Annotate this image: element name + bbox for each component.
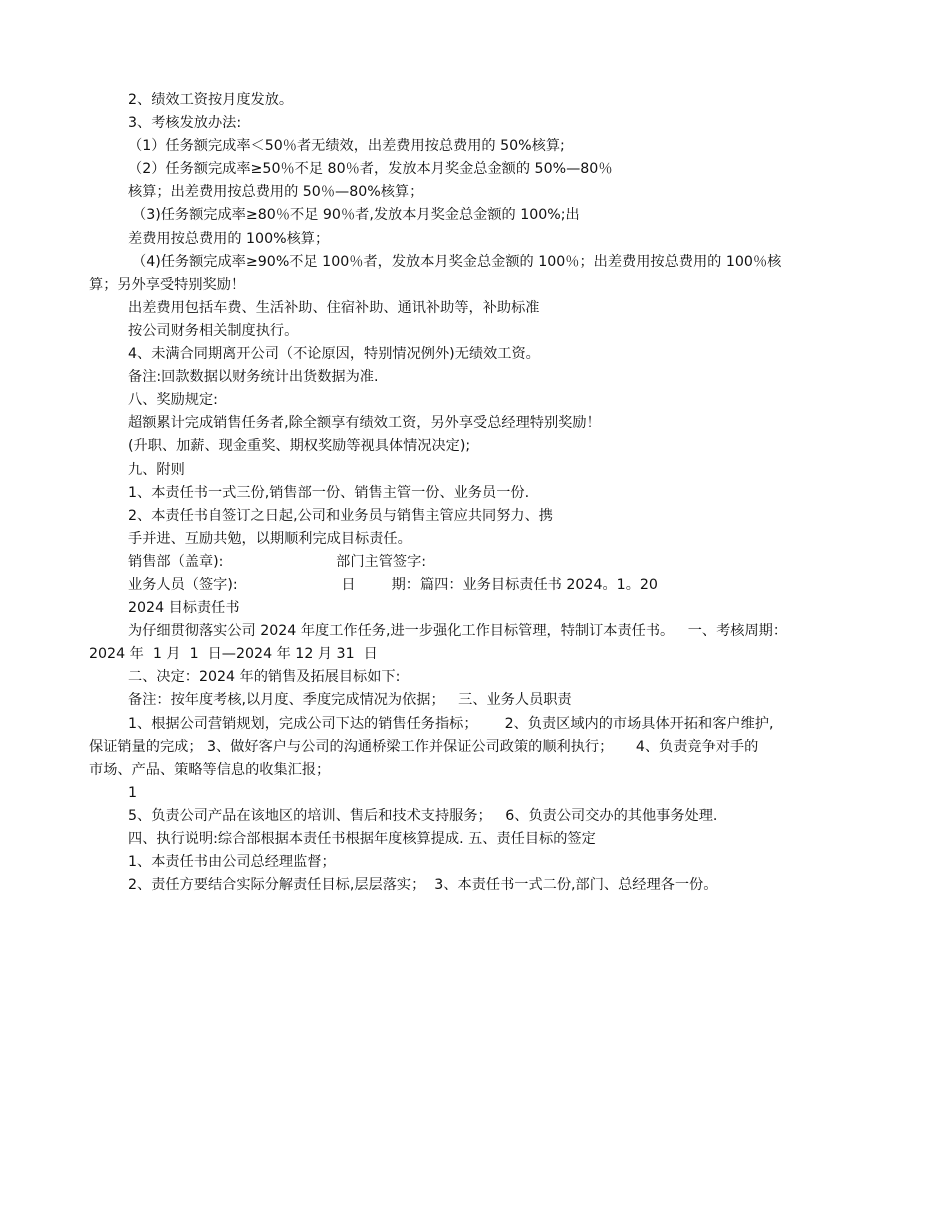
text-line: 保证销量的完成； 3、做好客户与公司的沟通桥梁工作并保证公司政策的顺利执行； 4、负责竞争对手的 <box>89 738 759 755</box>
text-line: 1 <box>128 784 138 801</box>
text-line: (升职、加薪、现金重奖、期权奖励等视具体情况决定); <box>128 438 471 455</box>
text-line: （4)任务额完成率≥90%不足 100％者，发放本月奖金总金额的 100％；出差费用按总费用的 100％核 <box>132 253 782 270</box>
text-line: 为仔细贯彻落实公司 2024 年度工作任务,进一步强化工作目标管理，特制订本责任书。 一、考核周期： <box>128 623 788 640</box>
text-line: 5、负责公司产品在该地区的培训、售后和技术支持服务； 6、负责公司交办的其他事务处理. <box>128 807 718 824</box>
text-line: 业务人员（签字): 日 期：篇四：业务目标责任书 2024。1。20 <box>128 576 658 593</box>
text-line: 备注：按年度考核,以月度、季度完成情况为依据； 三、业务人员职责 <box>128 692 572 709</box>
text-line: 1、根据公司营销规划，完成公司下达的销售任务指标； 2、负责区域内的市场具体开拓和客户维护, <box>128 715 774 732</box>
text-line: （3)任务额完成率≥80％不足 90％者,发放本月奖金总金额的 100%;出 <box>132 207 580 224</box>
text-line: 1、本责任书一式三份,销售部一份、销售主管一份、业务员一份. <box>128 484 530 501</box>
text-line: 3、考核发放办法: <box>128 115 242 132</box>
text-line: 差费用按总费用的 100%核算； <box>128 230 330 247</box>
text-line: 4、未满合同期离开公司（不论原因，特别情况例外)无绩效工资。 <box>128 346 540 363</box>
document-body <box>89 89 861 897</box>
text-line: 核算；出差费用按总费用的 50％—80%核算； <box>128 184 424 201</box>
text-line: 四、执行说明:综合部根据本责任书根据年度核算提成. 五、责任目标的签定 <box>128 831 596 847</box>
text-line: 二、决定：2024 年的销售及拓展目标如下: <box>128 669 401 686</box>
text-line: 2、责任方要结合实际分解责任目标,层层落实； 3、本责任书一式二份,部门、总经理各一份。 <box>128 877 718 894</box>
text-line: 超额累计完成销售任务者,除全额享有绩效工资，另外享受总经理特别奖励！ <box>128 415 601 432</box>
text-line: 算；另外享受特别奖励！ <box>89 276 246 293</box>
text-line: 销售部（盖章): 部门主管签字: <box>128 553 427 570</box>
text-line: 2、绩效工资按月度发放。 <box>128 92 294 108</box>
text-line: 2、本责任书自签订之日起,公司和业务员与销售主管应共同努力、携 <box>128 507 553 524</box>
text-line: （1）任务额完成率＜50％者无绩效，出差费用按总费用的 50%核算; <box>128 138 565 155</box>
text-line: 备注:回款数据以财务统计出货数据为准. <box>128 369 379 386</box>
text-line: 出差费用包括车费、生活补助、住宿补助、通讯补助等，补助标准 <box>128 299 540 316</box>
text-line: 按公司财务相关制度执行。 <box>128 322 299 339</box>
text-line: 九、附则 <box>128 461 185 478</box>
text-line: 市场、产品、策略等信息的收集汇报； <box>89 761 331 778</box>
text-line: （2）任务额完成率≥50％不足 80％者，发放本月奖金总金额的 50%—80％ <box>128 161 613 178</box>
text-line: 八、奖励规定: <box>128 392 218 409</box>
text-line: 1、本责任书由公司总经理监督； <box>128 854 336 871</box>
text-line: 2024 目标责任书 <box>128 600 240 617</box>
text-line: 2024 年 1 月 1 日—2024 年 12 月 31 日 <box>89 646 378 663</box>
text-line: 手并进、互励共勉，以期顺利完成目标责任。 <box>128 530 412 547</box>
